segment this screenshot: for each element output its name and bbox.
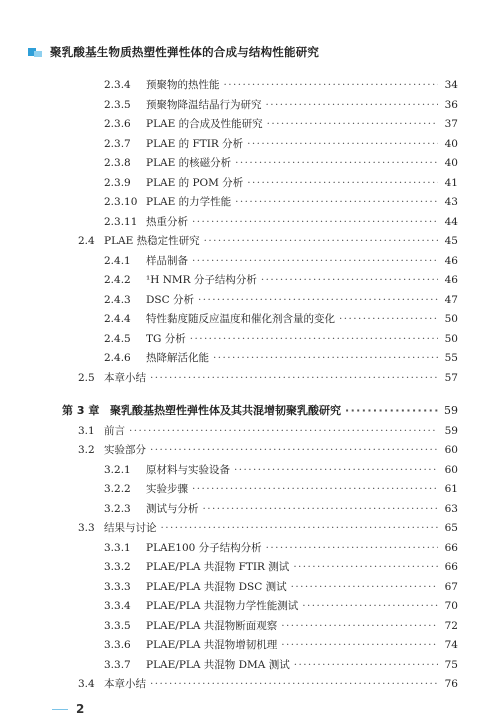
toc-entry-page: 57 — [444, 371, 458, 384]
toc-entry-number: 2.5 — [78, 371, 95, 384]
toc-entry-title: TG 分析 — [146, 332, 186, 345]
toc-entry-number: 3.4 — [78, 678, 95, 690]
toc-entry-page: 66 — [444, 561, 458, 573]
toc-entry — [104, 117, 458, 131]
toc-entry-number: 3.3.7 — [104, 658, 131, 671]
toc-entry-title: 聚乳酸基热塑性弹性体及其共混增韧聚乳酸研究 — [110, 404, 341, 417]
toc-entry — [104, 658, 458, 672]
toc-entry-title: 实验步骤 — [146, 483, 188, 495]
toc-entry — [104, 176, 458, 190]
toc-entry-title: 特性黏度随反应温度和催化剂含量的变化 — [146, 313, 335, 325]
toc-dot-leader — [129, 424, 438, 438]
toc-entry-page: 60 — [444, 444, 458, 456]
toc-entry-page: 60 — [444, 463, 458, 476]
toc-entry-title: 预聚物的热性能 — [146, 79, 220, 91]
toc-entry-number: 2.4.6 — [104, 352, 131, 364]
toc-entry-page: 50 — [444, 313, 458, 325]
toc-entry — [78, 443, 458, 457]
toc-entry-page: 45 — [444, 235, 458, 247]
toc-entry-title: 前言 — [104, 424, 125, 437]
toc-entry — [104, 273, 458, 287]
toc-entry — [104, 312, 458, 326]
toc-dot-leader — [267, 117, 438, 131]
toc-entry-title: 预聚物降温结晶行为研究 — [146, 98, 262, 111]
toc-dot-leader — [235, 156, 438, 170]
toc-entry-number: 2.3.8 — [104, 157, 131, 169]
toc-entry-number: 3.3.4 — [104, 600, 131, 612]
toc-entry-number: 3.3.3 — [104, 580, 131, 593]
toc-entry-title: ¹H NMR 分子结构分析 — [146, 274, 257, 286]
toc-entry-title: PLAE 的 FTIR 分析 — [146, 137, 244, 150]
toc-entry-title: PLAE 的力学性能 — [146, 196, 232, 208]
toc-entry-title: PLAE 的合成及性能研究 — [146, 118, 263, 130]
toc-dot-leader — [281, 619, 438, 633]
toc-entry — [78, 234, 458, 248]
toc-entry — [104, 351, 458, 365]
toc-dot-leader — [150, 677, 438, 691]
toc-dot-leader — [150, 371, 438, 385]
toc-dot-leader — [281, 638, 438, 652]
toc-dot-leader — [266, 541, 438, 555]
toc-dot-leader — [192, 482, 438, 496]
toc-dot-leader — [339, 312, 438, 326]
toc-entry-page: 46 — [444, 254, 458, 267]
toc-entry-title: PLAE 的核磁分析 — [146, 157, 232, 169]
toc-dot-leader — [203, 502, 439, 516]
toc-entry — [104, 215, 458, 229]
toc-entry — [104, 580, 458, 594]
toc-entry-title: 原材料与实验设备 — [146, 463, 230, 476]
toc-entry — [104, 293, 458, 307]
toc-entry-number: 3.2.1 — [104, 463, 131, 476]
toc-entry — [104, 78, 458, 92]
toc-entry — [104, 638, 458, 652]
toc-entry-page: 47 — [444, 293, 458, 306]
toc-dot-leader — [302, 599, 438, 613]
toc-entry-page: 72 — [444, 619, 458, 632]
toc-entry-number: 3.1 — [78, 424, 95, 437]
toc-entry-number: 第 3 章 — [62, 404, 100, 417]
toc-entry — [104, 254, 458, 268]
toc-dot-leader — [234, 463, 438, 477]
toc-entry-number: 2.4 — [78, 235, 95, 247]
toc-entry — [104, 560, 458, 574]
toc-entry-page: 76 — [444, 678, 458, 690]
toc-entry — [104, 599, 458, 613]
toc-entry-page: 74 — [444, 639, 458, 651]
toc-dot-leader — [224, 78, 439, 92]
toc-entry-number: 3.3.6 — [104, 639, 131, 651]
toc-entry-title: PLAE/PLA 共混物断面观察 — [146, 619, 278, 632]
toc-dot-leader — [294, 658, 438, 672]
toc-entry-number: 3.3.5 — [104, 619, 131, 632]
toc-dot-leader — [192, 254, 438, 268]
toc-dot-leader — [345, 404, 438, 418]
toc-entry-page: 63 — [444, 502, 458, 515]
toc-dot-leader — [266, 98, 439, 112]
toc-entry-title: 本章小结 — [104, 371, 146, 384]
toc-entry — [78, 371, 458, 385]
toc-entry-page: 59 — [444, 424, 458, 437]
toc-entry-page: 61 — [444, 483, 458, 495]
footer-rule — [52, 709, 68, 710]
toc-entry-number: 2.3.9 — [104, 176, 131, 189]
toc-entry-page: 46 — [444, 274, 458, 286]
toc-entry-page: 41 — [444, 176, 458, 189]
toc-entry-title: 热重分析 — [146, 215, 188, 228]
toc-entry-page: 43 — [444, 196, 458, 208]
toc-entry-title: 样品制备 — [146, 254, 188, 267]
toc-entry-number: 2.4.3 — [104, 293, 131, 306]
toc-entry-page: 40 — [444, 157, 458, 169]
toc-entry-page: 65 — [444, 522, 458, 534]
toc-entry — [104, 137, 458, 151]
toc-entry-title: PLAE 的 POM 分析 — [146, 176, 244, 189]
toc-entry-page: 67 — [444, 580, 458, 593]
toc-dot-leader — [235, 195, 438, 209]
toc-entry-title: PLAE/PLA 共混物力学性能测试 — [146, 600, 299, 612]
toc-entry — [104, 541, 458, 555]
toc-entry-page: 59 — [444, 404, 458, 417]
toc-entry-page: 70 — [444, 600, 458, 612]
toc-dot-leader — [204, 234, 438, 248]
toc-entry-title: PLAE 热稳定性研究 — [104, 235, 200, 247]
toc-entry-page: 44 — [444, 215, 458, 228]
toc-entry-page: 34 — [444, 79, 458, 91]
toc-entry-title: 实验部分 — [104, 444, 146, 456]
toc-entry-page: 50 — [444, 332, 458, 345]
toc-entry-number: 2.4.2 — [104, 274, 131, 286]
toc-entry-number: 3.2.2 — [104, 483, 131, 495]
toc-entry-number: 3.3.2 — [104, 561, 131, 573]
toc-dot-leader — [247, 176, 438, 190]
toc-entry-page: 36 — [444, 98, 458, 111]
page-footer — [52, 702, 84, 716]
toc-dot-leader — [247, 137, 438, 151]
toc-chapter-entry — [62, 404, 458, 418]
toc-entry-number: 2.4.1 — [104, 254, 131, 267]
toc-entry-number: 2.3.7 — [104, 137, 131, 150]
toc-entry — [104, 463, 458, 477]
toc-dot-leader — [261, 273, 438, 287]
page-number: 2 — [76, 702, 85, 716]
toc-entry — [104, 195, 458, 209]
toc-entry-number: 2.3.5 — [104, 98, 131, 111]
toc-entry-number: 2.3.4 — [104, 79, 131, 91]
toc-entry — [104, 619, 458, 633]
toc-dot-leader — [291, 580, 438, 594]
toc-entry-number: 3.2 — [78, 444, 95, 456]
toc-entry — [78, 424, 458, 438]
toc-entry-title: PLAE/PLA 共混物增韧机理 — [146, 639, 278, 651]
toc-entry-title: PLAE/PLA 共混物 DSC 测试 — [146, 580, 287, 593]
toc-entry-number: 3.3.1 — [104, 541, 131, 554]
toc-entry-title: 热降解活化能 — [146, 352, 209, 364]
toc-entry-page: 37 — [444, 118, 458, 130]
toc-entry-title: DSC 分析 — [146, 293, 194, 306]
toc-entry — [104, 502, 458, 516]
toc-dot-leader — [293, 560, 438, 574]
toc-entry-page: 66 — [444, 541, 458, 554]
toc-entry — [78, 677, 458, 691]
toc-entry-number: 3.3 — [78, 522, 95, 534]
toc-dot-leader — [213, 351, 438, 365]
toc-entry-title: 本章小结 — [104, 678, 146, 690]
toc-entry-number: 2.3.6 — [104, 118, 131, 130]
toc-entry-number: 2.3.10 — [104, 196, 138, 208]
toc-entry-number: 2.4.5 — [104, 332, 131, 345]
toc-entry — [104, 98, 458, 112]
header-logo-mark-icon — [28, 47, 44, 58]
running-header — [28, 44, 319, 60]
toc-entry — [78, 521, 458, 535]
toc-entry-page: 75 — [444, 658, 458, 671]
toc-dot-leader — [198, 293, 438, 307]
toc-entry-title: 结果与讨论 — [104, 522, 157, 534]
toc-entry-title: PLAE100 分子结构分析 — [146, 541, 262, 554]
toc-entry-number: 2.3.11 — [104, 215, 138, 228]
toc-entry — [104, 482, 458, 496]
toc-entry-title: PLAE/PLA 共混物 FTIR 测试 — [146, 561, 290, 573]
toc-dot-leader — [161, 521, 439, 535]
toc-dot-leader — [150, 443, 438, 457]
toc-entry-page: 40 — [444, 137, 458, 150]
toc-entry-number: 3.2.3 — [104, 502, 131, 515]
book-title: 聚乳酸基生物质热塑性弹性体的合成与结构性能研究 — [50, 45, 320, 59]
toc-entry-page: 55 — [444, 352, 458, 364]
toc-entry-title: PLAE/PLA 共混物 DMA 测试 — [146, 658, 290, 671]
toc-dot-leader — [192, 215, 438, 229]
toc-entry — [104, 332, 458, 346]
toc-entry — [104, 156, 458, 170]
toc-entry-title: 测试与分析 — [146, 502, 199, 515]
toc-dot-leader — [190, 332, 438, 346]
toc-entry-number: 2.4.4 — [104, 313, 131, 325]
